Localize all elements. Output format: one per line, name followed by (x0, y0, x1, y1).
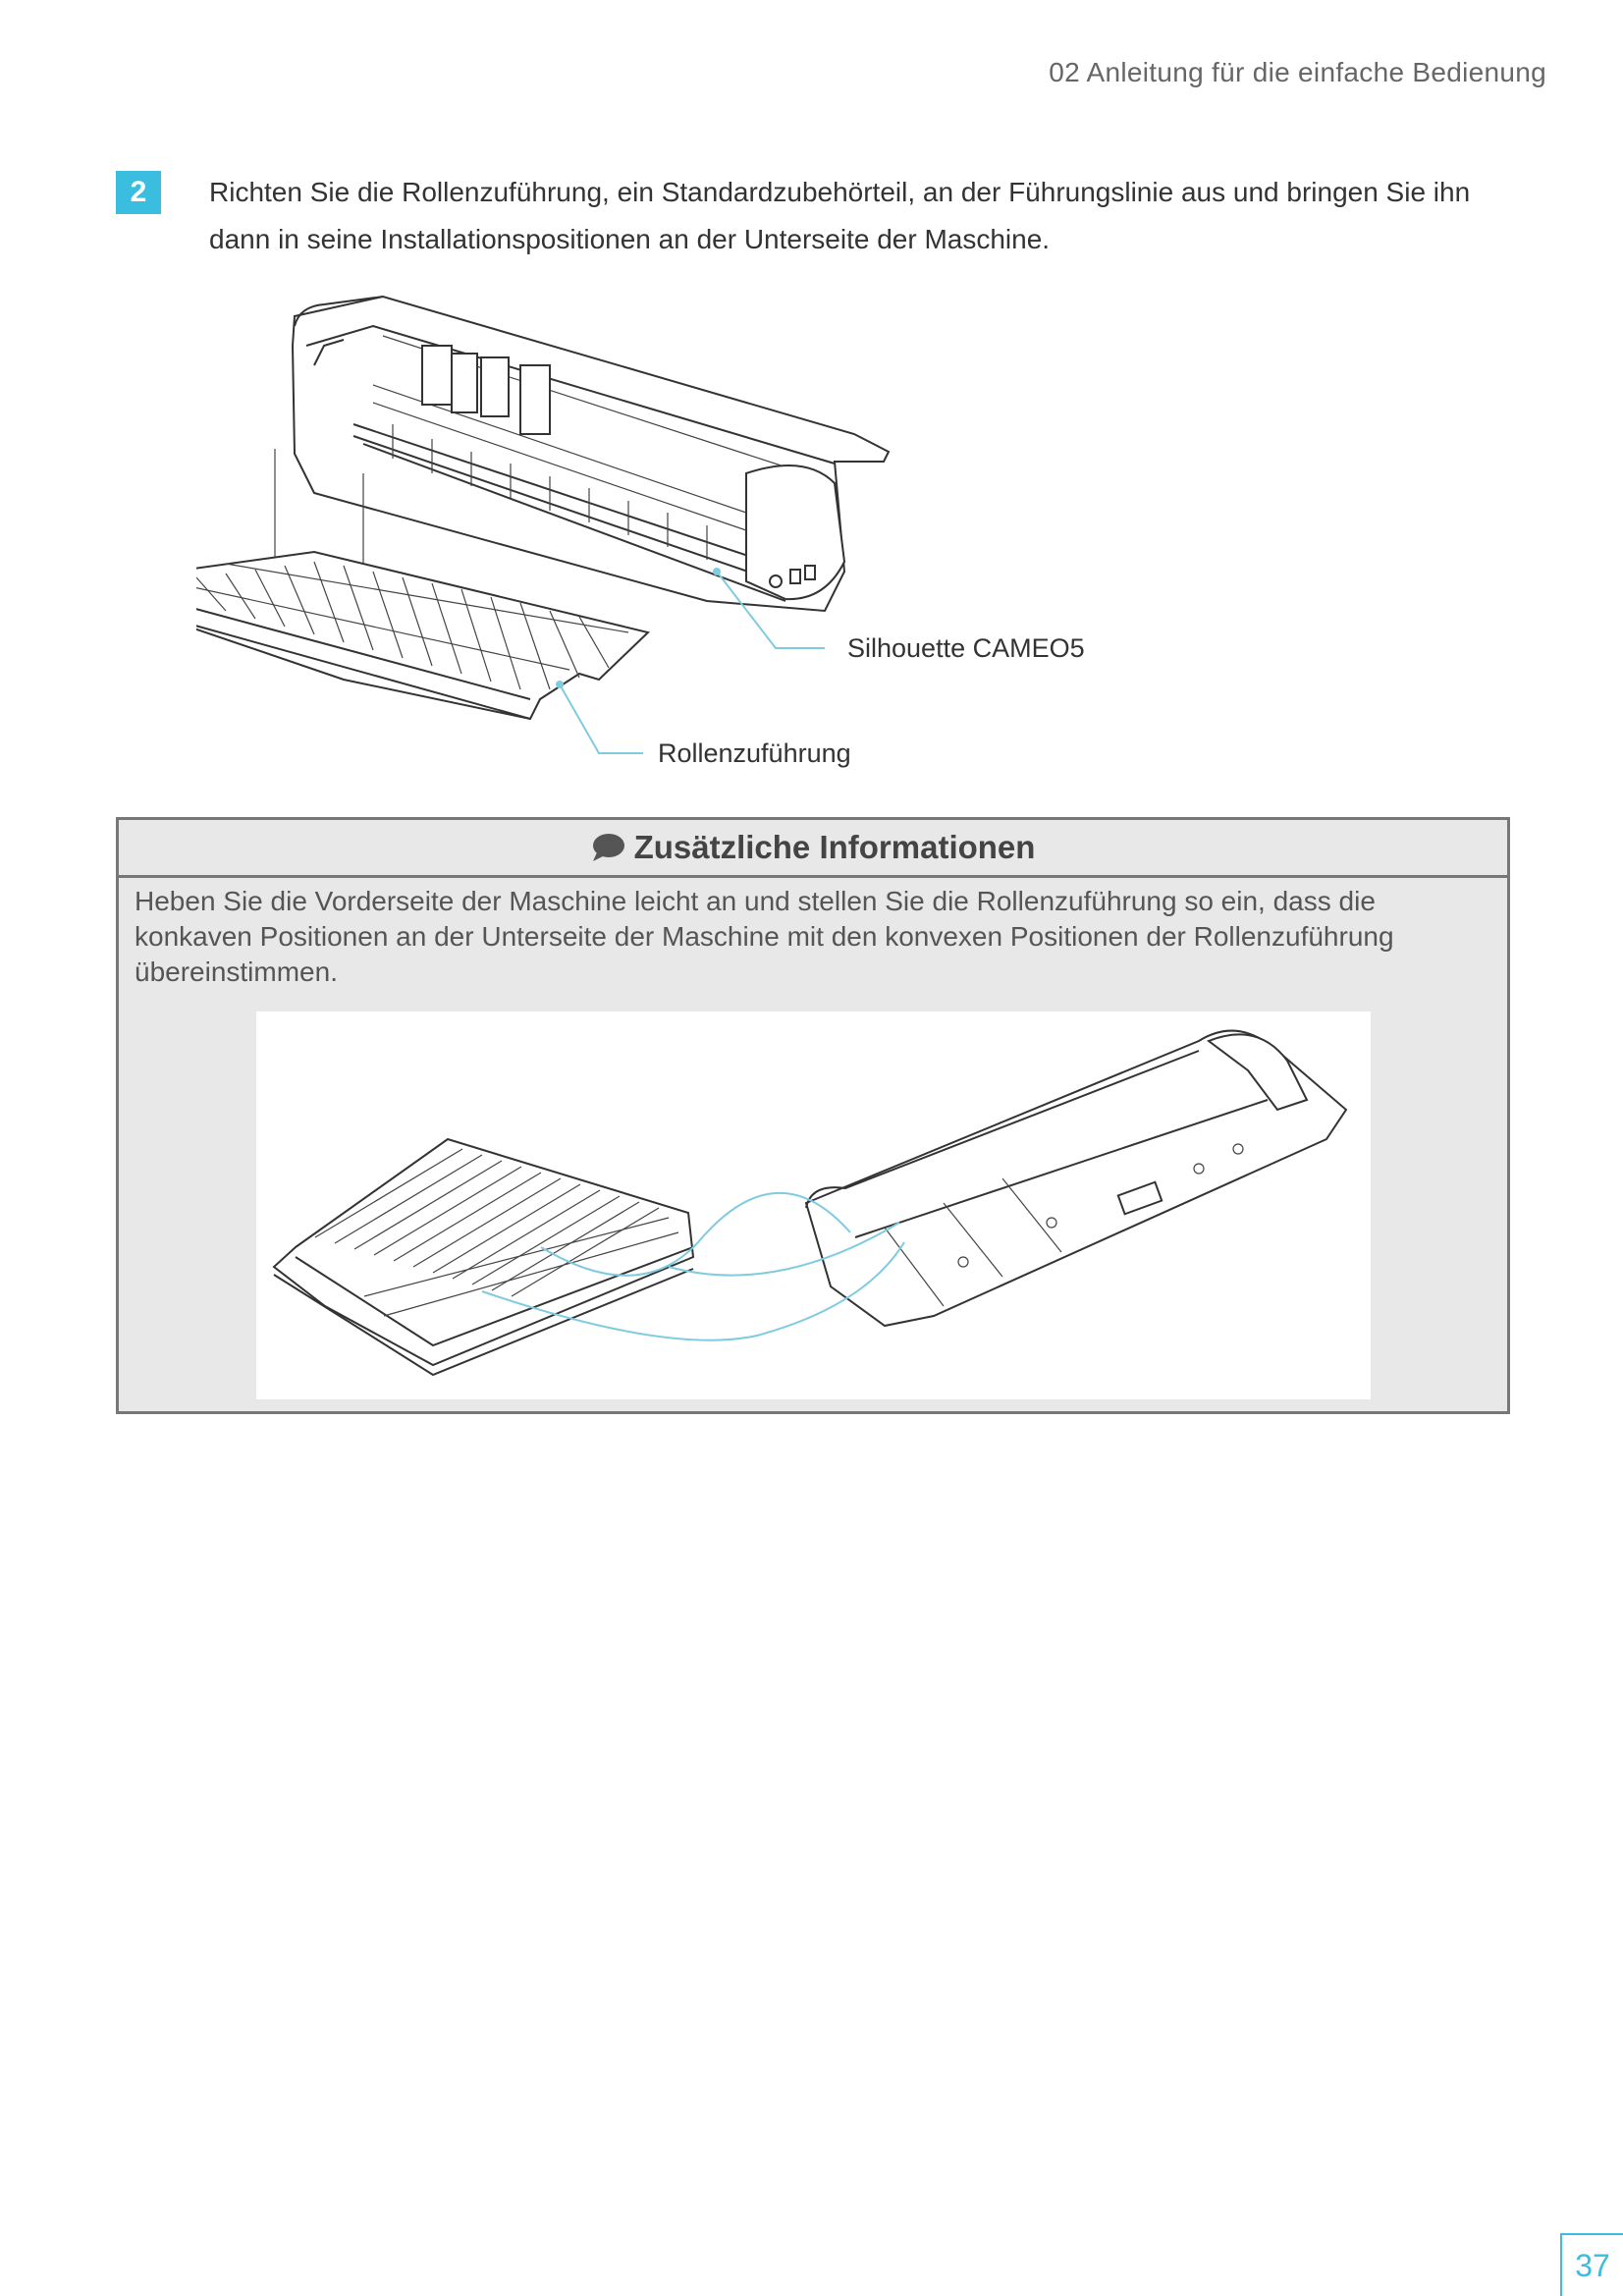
chapter-header: 02 Anleitung für die einfache Bedienung (1049, 57, 1546, 87)
machine-label: Silhouette CAMEO5 (847, 633, 1085, 663)
step-instruction: Richten Sie die Rollenzuführung, ein Standardzubehörteil, an der Führungslinie aus und bringen Sie ihn dann in seine Installationspositionen an der Unterseite der Maschine. (209, 177, 1471, 254)
page-number: 37 (1560, 2233, 1623, 2296)
machine-underside-drawing (806, 1031, 1346, 1326)
roller-label: Rollenzuführung (658, 738, 851, 768)
info-title: Zusätzliche Informationen (633, 829, 1036, 865)
info-title-bar (119, 820, 1507, 878)
speech-bubble-icon (591, 833, 626, 862)
step-number-badge: 2 (116, 171, 161, 214)
info-text: Heben Sie die Vorderseite der Maschine leicht an und stellen Sie die Rollenzuführung so ein, dass die konkaven Positionen an der Unterseite der Maschine mit den konvexen Positionen der Rollenzuführung übereinstimmen. (135, 886, 1394, 987)
machine-roller-illustration (196, 287, 1100, 778)
alignment-illustration (256, 1011, 1371, 1399)
additional-info-box (116, 817, 1510, 1414)
roller-feeder-underside-drawing (274, 1139, 693, 1375)
cutting-machine-drawing (293, 297, 889, 611)
roller-feeder-drawing (196, 552, 648, 719)
